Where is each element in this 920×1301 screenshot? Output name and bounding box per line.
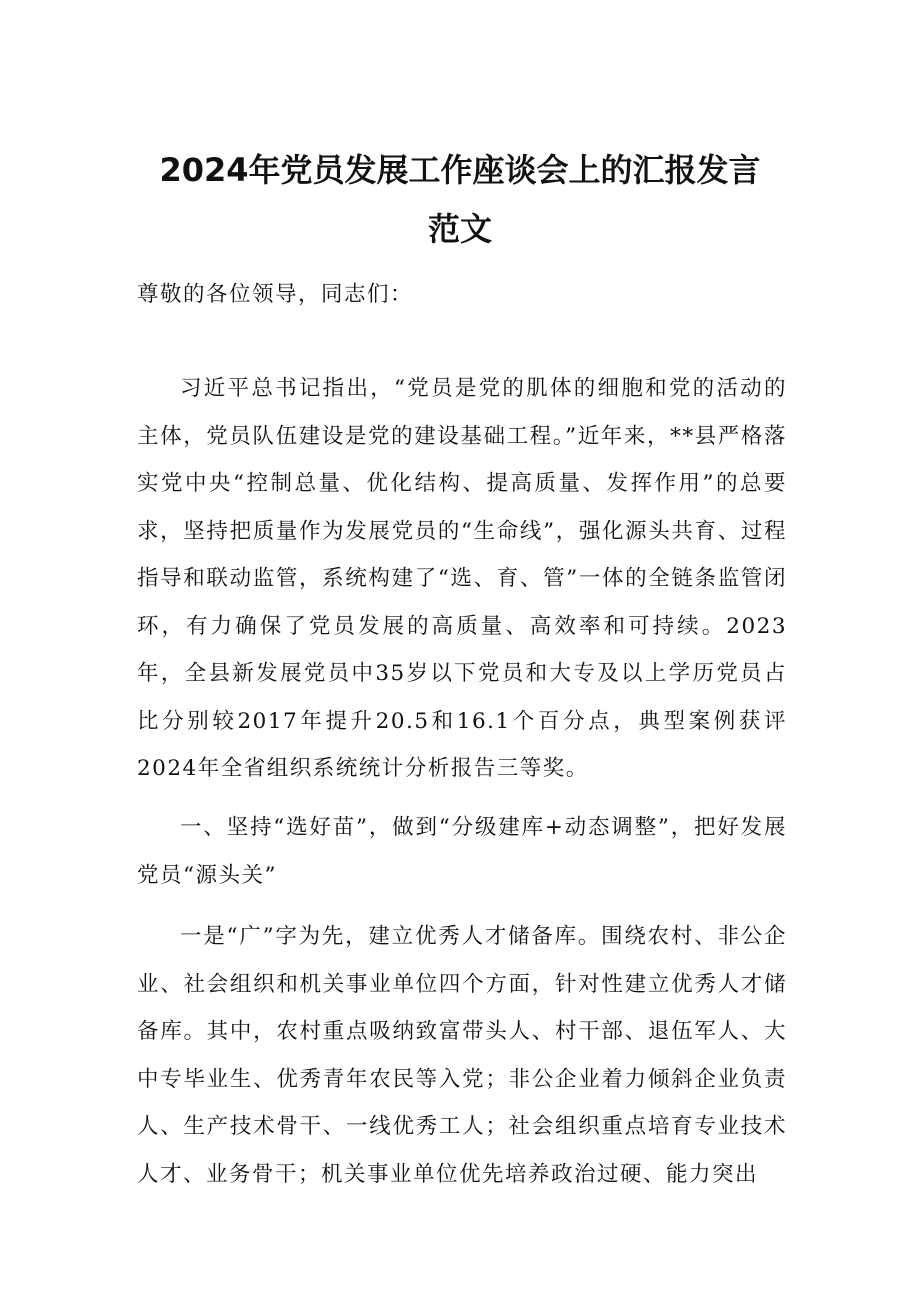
paragraph-section-1: 一是“广”字为先，建立优秀人才储备库。围绕农村、非公企业、社会组织和机关事业单位四个方面，针对性建立优秀人才储备库。其中，农村重点吸纳致富带头人、村干部、退伍军人、大中专毕业生、优秀青年农民等入党；非公企业着力倾斜企业负责人、生产技术骨干、一线优秀工人；社会组织重点培育专业技术人才、业务骨干；机关事业单位优先培养政治过硬、能力突出 (137, 924, 787, 1187)
section-heading-1: 一、坚持“选好苗”，做到“分级建库+动态调整”，把好发展党员“源头关” (137, 815, 787, 888)
paragraph-intro: 习近平总书记指出，“党员是党的肌体的细胞和党的活动的主体，党员队伍建设是党的建设基础工程。”近年来，**县严格落实党中央“控制总量、优化结构、提高质量、发挥作用”的总要求，坚持把质量作为发展党员的“生命线”，强化源头共育、过程指导和联动监管，系统构建了“选、育、管”一体的全链条监管闭环，有力确保了党员发展的高质量、高效率和可持续。2023年，全县新发展党员中35岁以下党员和大专及以上学历党员占比分别较2017年提升20.5和16.1个百分点，典型案例获评2024年全省组织系统统计分析报告三等奖。 (137, 376, 787, 781)
document-title: 2024年党员发展工作座谈会上的汇报发言 (159, 151, 761, 189)
document-title-continued: 范文 (427, 210, 492, 248)
salutation: 尊敬的各位领导，同志们： (137, 282, 414, 307)
